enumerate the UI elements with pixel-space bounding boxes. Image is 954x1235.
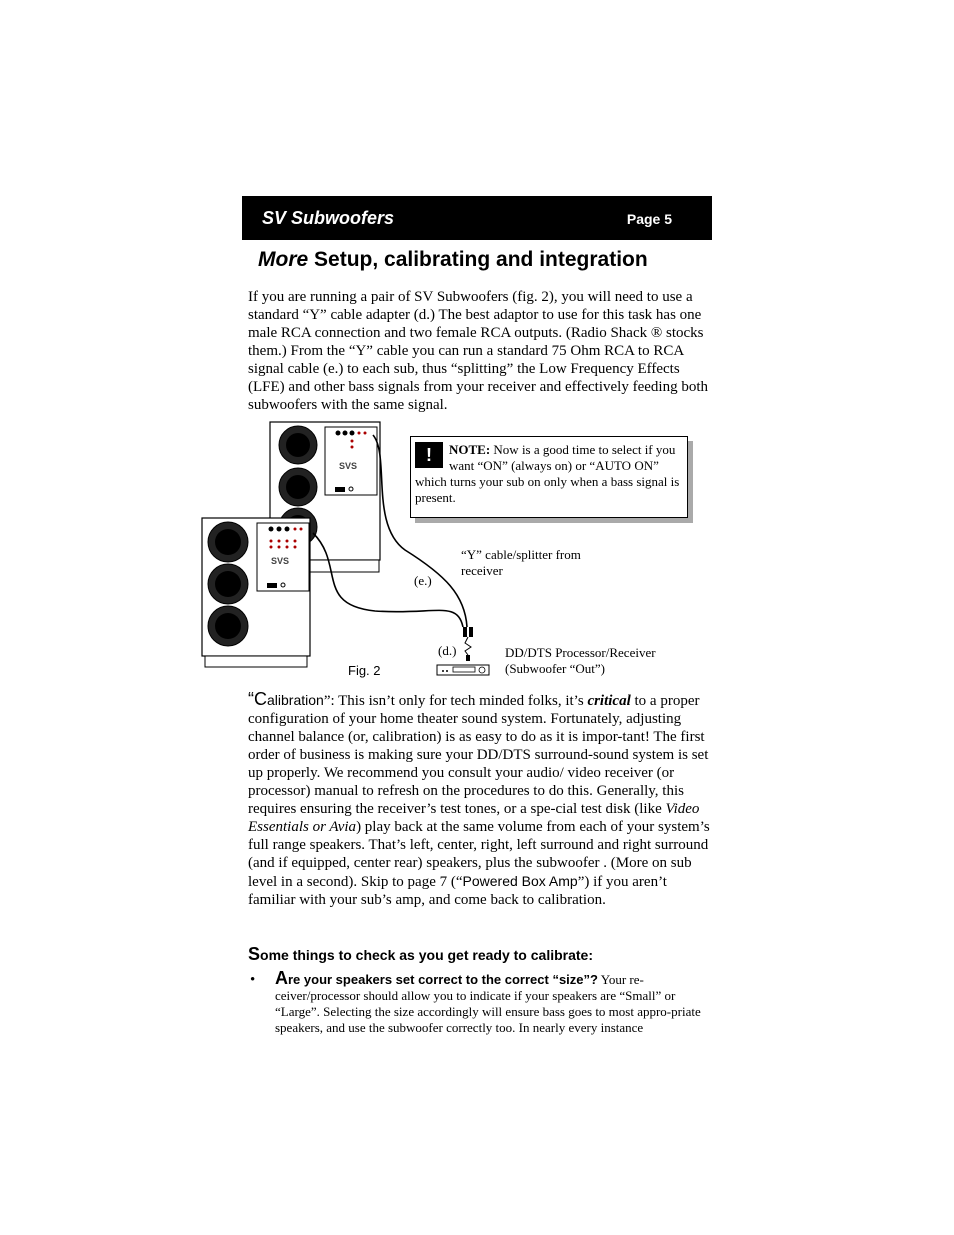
- receiver-illustration: [437, 665, 489, 675]
- calibration-open-quote: “: [248, 689, 254, 709]
- label-processor: DD/DTS Processor/Receiver (Subwoofer “Out”): [505, 645, 656, 676]
- page-title: [258, 248, 648, 272]
- label-e: (e.): [414, 573, 432, 588]
- checklist-heading: [248, 944, 593, 965]
- svs-logo-back: SVS: [339, 461, 358, 471]
- checklist-item-question: re your speakers set correct to the correct “size”?: [288, 972, 598, 987]
- svs-logo-front: SVS: [271, 556, 290, 566]
- intro-paragraph: If you are running a pair of SV Subwoofers (fig. 2), you will need to use a standard “Y” cable adapter (d.) The best adaptor to use for this task has one male RCA connection and two female RCA outputs. (Radio Shack ® stocks them.) From the “Y” cable you can run a standard 75 Ohm RCA to RCA signal cable (e.) to each sub, thus “splitting” the Low Frequency Effects (LFE) and other bass signals from your receiver and effectively feeding both subwoofers with the same signal.: [248, 289, 708, 413]
- exclamation-icon: !: [415, 442, 443, 468]
- note-text: [415, 442, 685, 506]
- y-splitter: [465, 637, 471, 655]
- note-callout: [410, 436, 688, 518]
- calibration-paragraph: [248, 690, 716, 909]
- calibration-text-d: ”) if you aren’t familiar with your sub’s amp, and come back to calibration.: [248, 874, 667, 908]
- note-label: NOTE:: [449, 442, 491, 457]
- calibration-close-quote: ”: [323, 693, 331, 709]
- calibration-critical: critical: [587, 693, 631, 709]
- calibration-cap-letter: C: [254, 689, 267, 709]
- checklist-item-cap: A: [275, 968, 288, 988]
- calibration-text-b: to a proper configuration of your home theater sound system. Fortunately, adjusting channel balance (or, calibration) is as easy to do as it is impor-tant! The first order of business is making sure your DD/DTS surround-sound system is set up properly. We recommend you consult your audio/ video receiver (or processor) manual to refresh on the procedures to do this. Generally, this requires ensuring the receiver’s test tones, or a spe-cial test disk (like: [248, 693, 709, 817]
- calibration-amp-reference: Powered Box Amp: [462, 873, 578, 889]
- page-header-bar: [242, 196, 712, 240]
- page-title-rest: Setup, calibrating and integration: [308, 248, 648, 271]
- calibration-heading: alibration: [267, 692, 324, 708]
- figure-caption: Fig. 2: [348, 663, 381, 678]
- header-page-number: Page 5: [626, 211, 672, 227]
- bullet-icon: •: [250, 972, 256, 988]
- calibration-text-c: ) play back at the same volume from each of your system’s full range speakers. That’s left, center, right, left surround and right surround (and if equipped, center rear) speakers, plus the subwoofer . (More on sub level in a second). Skip to page 7 (“: [248, 819, 710, 890]
- header-title: SV Subwoofers: [262, 208, 395, 228]
- checklist-cap-letter: S: [248, 944, 261, 964]
- subwoofer-front-illustration: [202, 518, 310, 667]
- label-d: (d.): [438, 643, 457, 658]
- checklist-heading-rest: ome things to check as you get ready to calibrate:: [260, 947, 593, 963]
- calibration-disc-titles: Video Essentials or Avia: [248, 801, 700, 835]
- note-body: Now is a good time to select if you want “ON” (always on) or “AUTO ON” which turns your sub on only when a bass signal is present.: [415, 442, 680, 505]
- label-y-cable: “Y” cable/splitter from receiver: [461, 547, 581, 578]
- checklist-item-text: Your re-ceiver/processor should allow you to indicate if your speakers are “Small” or “Large”. Selecting the size accordingly will ensure bass goes to most appro-priate speakers, and use the subwoofer correctly too. In nearly every instance: [275, 972, 701, 1035]
- checklist-item: [275, 970, 715, 1036]
- page-title-emphasis: More: [258, 248, 309, 271]
- calibration-text-a: : This isn’t only for tech minded folks, it’s: [330, 693, 588, 709]
